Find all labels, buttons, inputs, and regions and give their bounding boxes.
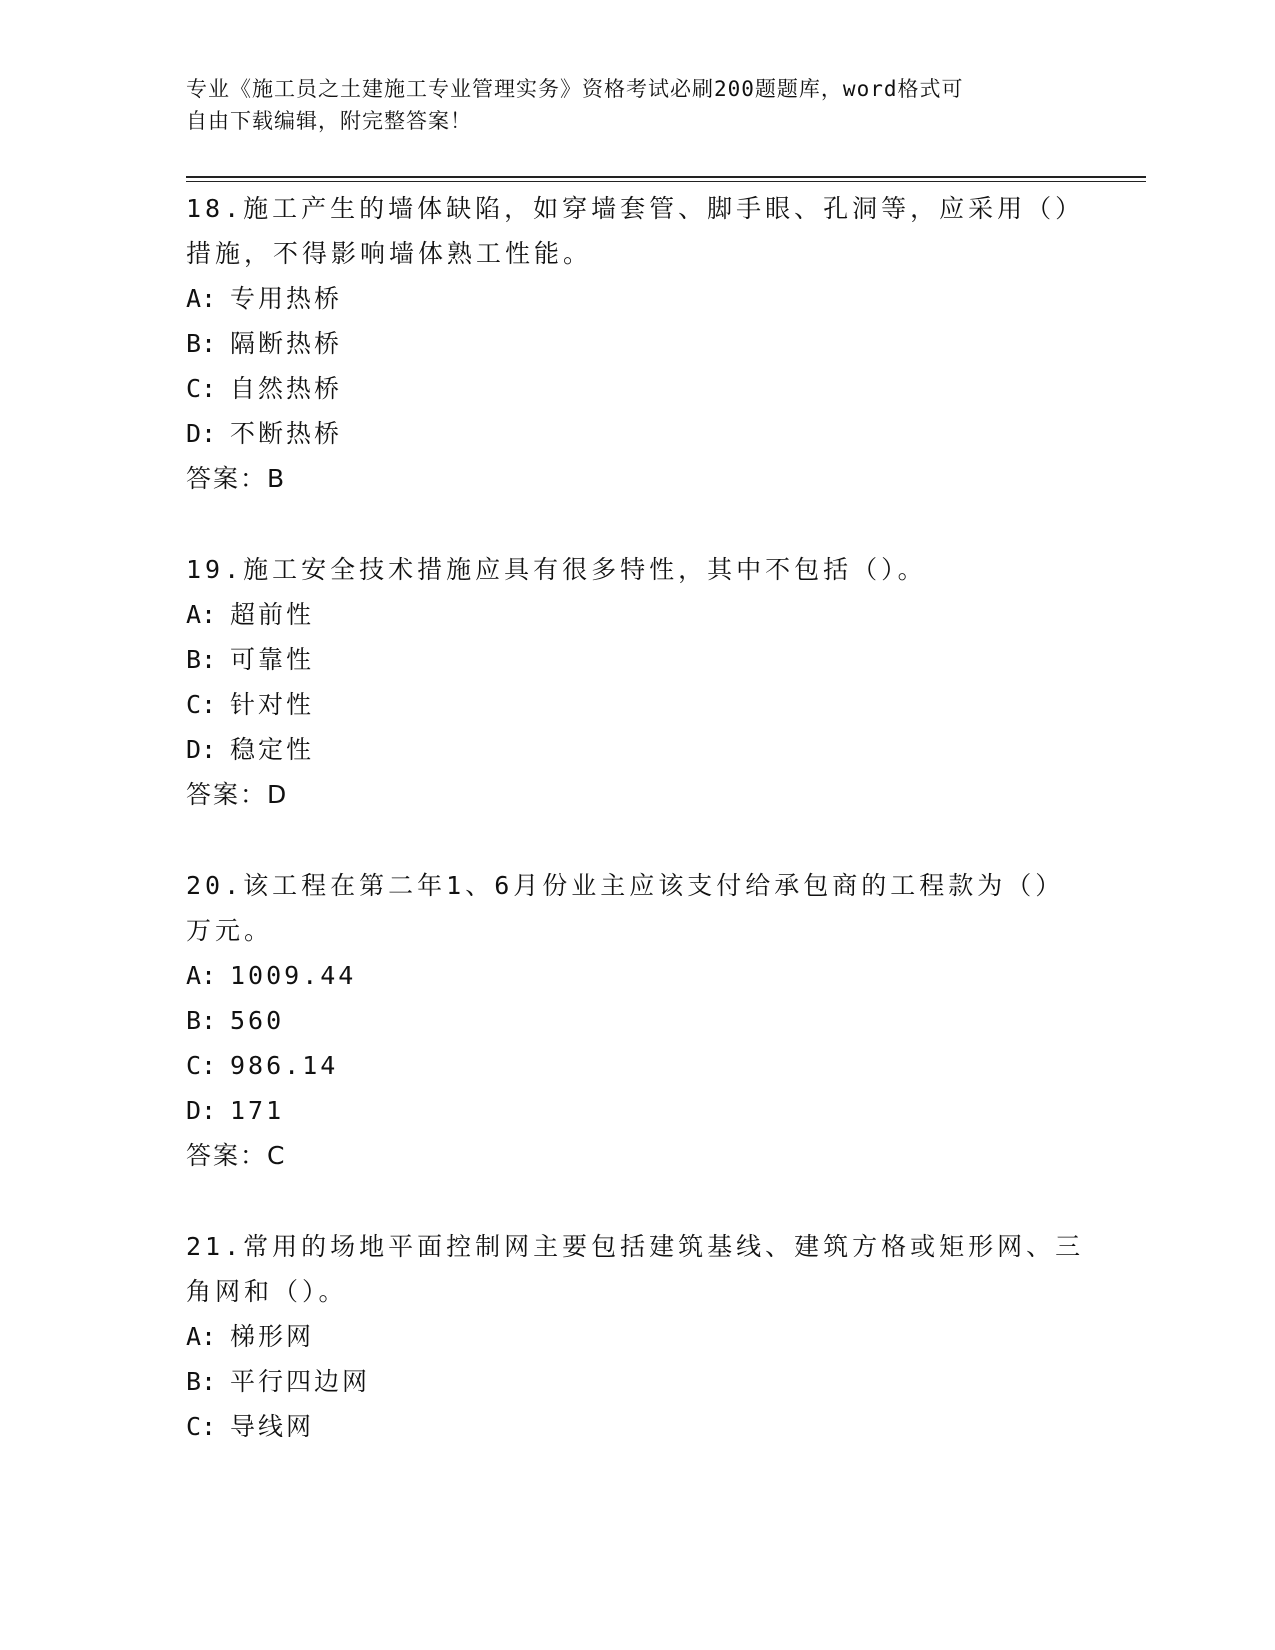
question-stem (186, 863, 1086, 953)
option-b (186, 321, 1086, 366)
option-text: 针对性 (230, 690, 315, 719)
option-letter: C: (186, 374, 217, 403)
option-d (186, 727, 1086, 772)
option-text: 导线网 (230, 1412, 315, 1441)
question-stem (186, 186, 1086, 276)
question-stem-line: 18.施工产生的墙体缺陷，如穿墙套管、脚手眼、孔洞等，应采用（） (186, 194, 1085, 223)
option-letter: D: (186, 735, 217, 764)
answer-key: 答案：C (186, 1141, 287, 1170)
option-text: 自然热桥 (230, 374, 343, 403)
answer-key: 答案：D (186, 780, 289, 809)
option-a (186, 276, 1086, 321)
header-divider-thick (186, 176, 1146, 178)
option-text: 560 (230, 1006, 285, 1035)
option-text: 171 (230, 1096, 285, 1125)
option-text: 986.14 (230, 1051, 339, 1080)
question-21 (186, 1224, 1086, 1449)
option-letter: A: (186, 1322, 217, 1351)
option-d (186, 411, 1086, 456)
question-19 (186, 547, 1086, 817)
option-a (186, 592, 1086, 637)
header-line-1: 专业《施工员之土建施工专业管理实务》资格考试必刷200题题库，word格式可 (186, 77, 964, 101)
option-letter: B: (186, 329, 217, 358)
option-letter: D: (186, 1096, 217, 1125)
option-text: 超前性 (230, 600, 315, 629)
question-stem-line: 措施，不得影响墙体熟工性能。 (186, 239, 593, 268)
document-header (186, 73, 1066, 137)
option-text: 专用热桥 (230, 284, 343, 313)
question-stem-line: 20.该工程在第二年1、6月份业主应该支付给承包商的工程款为（） (186, 871, 1065, 900)
question-stem-line: 万元。 (186, 916, 274, 945)
option-letter: C: (186, 1051, 217, 1080)
option-letter: B: (186, 645, 217, 674)
question-stem-line: 角网和（）。 (186, 1277, 348, 1306)
option-text: 梯形网 (230, 1322, 315, 1351)
option-c (186, 682, 1086, 727)
question-stem-line: 19.施工安全技术措施应具有很多特性，其中不包括（）。 (186, 555, 927, 584)
question-stem-line: 21.常用的场地平面控制网主要包括建筑基线、建筑方格或矩形网、三 (186, 1232, 1085, 1261)
option-a (186, 953, 1086, 998)
question-18 (186, 186, 1086, 501)
option-d (186, 1088, 1086, 1133)
option-letter: B: (186, 1006, 217, 1035)
question-list (186, 186, 1086, 1495)
question-20 (186, 863, 1086, 1178)
header-line-2: 自由下载编辑，附完整答案！ (186, 109, 472, 133)
option-letter: C: (186, 1412, 217, 1441)
question-stem (186, 1224, 1086, 1314)
question-stem (186, 547, 1086, 592)
option-text: 稳定性 (230, 735, 315, 764)
option-letter: C: (186, 690, 217, 719)
option-letter: B: (186, 1367, 217, 1396)
option-b (186, 998, 1086, 1043)
option-letter: D: (186, 419, 217, 448)
option-c (186, 1404, 1086, 1449)
option-c (186, 366, 1086, 411)
header-divider-thin (186, 181, 1146, 182)
option-text: 隔断热桥 (230, 329, 343, 358)
option-c (186, 1043, 1086, 1088)
option-letter: A: (186, 284, 217, 313)
option-text: 1009.44 (230, 961, 357, 990)
option-b (186, 637, 1086, 682)
option-b (186, 1359, 1086, 1404)
option-text: 可靠性 (230, 645, 315, 674)
option-text: 平行四边网 (230, 1367, 371, 1396)
answer-key: 答案：B (186, 464, 287, 493)
option-letter: A: (186, 600, 217, 629)
option-a (186, 1314, 1086, 1359)
option-text: 不断热桥 (230, 419, 343, 448)
option-letter: A: (186, 961, 217, 990)
